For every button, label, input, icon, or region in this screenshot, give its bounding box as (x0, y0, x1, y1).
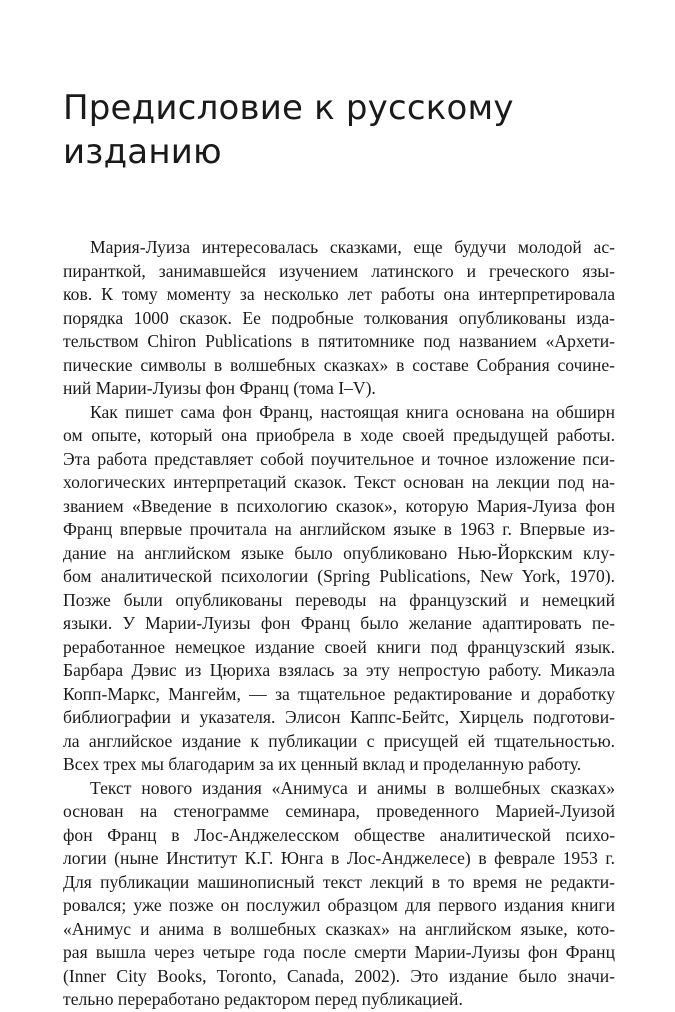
text-line: Эта работа представляет собой поучительное и точное изложение пси- (63, 448, 615, 469)
text-line: рая вышла через четыре года после смерти Марии-Луизы фон Франц (63, 942, 615, 962)
text-line: бом аналитической психологии (Spring Publications, New York, 1970). (63, 566, 615, 586)
chapter-title-line: Предисловие к русскому (63, 88, 514, 128)
paragraph-1 (63, 236, 615, 401)
text-line: ков. К тому моменту за несколько лет работы она интерпретировала (63, 284, 615, 304)
paragraph-2 (63, 401, 615, 777)
text-line: фон Франц в Лос-Анджелесском обществе аналитической психо- (63, 824, 615, 845)
text-line: логии (ныне Институт К.Г. Юнга в Лос-Анджелесе) в феврале 1953 г. (63, 848, 615, 868)
text-line: (Inner City Books, Toronto, Canada, 2002). Это издание было значи- (63, 965, 615, 986)
text-line: «Анимус и анима в волшебных сказках» на английском языке, кото- (63, 918, 615, 939)
text-line: Франц впервые прочитала на английском языке в 1963 г. Впервые из- (63, 519, 615, 539)
text-line: званием «Введение в психологию сказок», которую Мария-Луиза фон (63, 495, 615, 516)
text-line: пиранткой, занимавшейся изучением латинского и греческого язы- (63, 260, 615, 281)
text-line: ла английское издание к публикации с присущей ей тщательностью. (63, 730, 615, 751)
text-line: Позже были опубликованы переводы на французский и немецкий (63, 589, 615, 610)
text-line: порядка 1000 сказок. Ее подробные толкования опубликованы изда- (63, 307, 615, 328)
text-line: Мария-Луиза интересовалась сказками, еще будучи молодой ас- (90, 237, 615, 257)
text-line: языки. У Марии-Луизы фон Франц было желание адаптировать пе- (63, 613, 615, 633)
text-line: Текст нового издания «Анимуса и анимы в волшебных сказках» (90, 777, 615, 798)
body-text (63, 236, 615, 1012)
text-line: Для публикации машинописный текст лекций в то время не редакти- (63, 871, 615, 892)
text-line: дание на английском языке было опубликовано Нью-Йоркским клу- (63, 542, 615, 563)
text-line: Как пишет сама фон Франц, настоящая книга основана на обширн (90, 401, 615, 422)
paragraph-3 (63, 777, 615, 1012)
chapter-title (63, 86, 623, 174)
text-line: ний Марии-Луизы фон Франц (тома I–V). (63, 378, 376, 398)
text-line: хологических интерпретаций сказок. Текст основан на лекции под на- (63, 472, 615, 492)
text-line: пические символы в волшебных сказках» в составе Собрания сочине- (63, 354, 615, 375)
text-line: реработанное немецкое издание своей книги под французский язык. (63, 636, 615, 657)
text-line: библиографии и указателя. Элисон Каппс-Бейтс, Хирцель подготови- (63, 707, 615, 727)
text-line: Барбара Дэвис из Цюриха взялась за эту непростую работу. Микаэла (63, 660, 615, 680)
text-line: ровался; уже позже он послужил образцом для первого издания книги (63, 895, 615, 915)
text-line: Всех трех мы благодарим за их ценный вклад и проделанную работу. (63, 754, 582, 774)
text-line: тельством Chiron Publications в пятитомнике под названием «Архети- (63, 331, 615, 351)
text-line: Копп-Маркс, Мангейм, — за тщательное редактирование и доработку (63, 683, 615, 704)
text-line: ом опыте, который она приобрела в ходе своей предыдущей работы. (63, 425, 615, 445)
text-line: тельно переработано редактором перед публикацией. (63, 989, 463, 1009)
chapter-title-line: изданию (63, 132, 222, 172)
text-line: основан на стенограмме семинара, проведенного Марией-Луизой (63, 801, 615, 821)
